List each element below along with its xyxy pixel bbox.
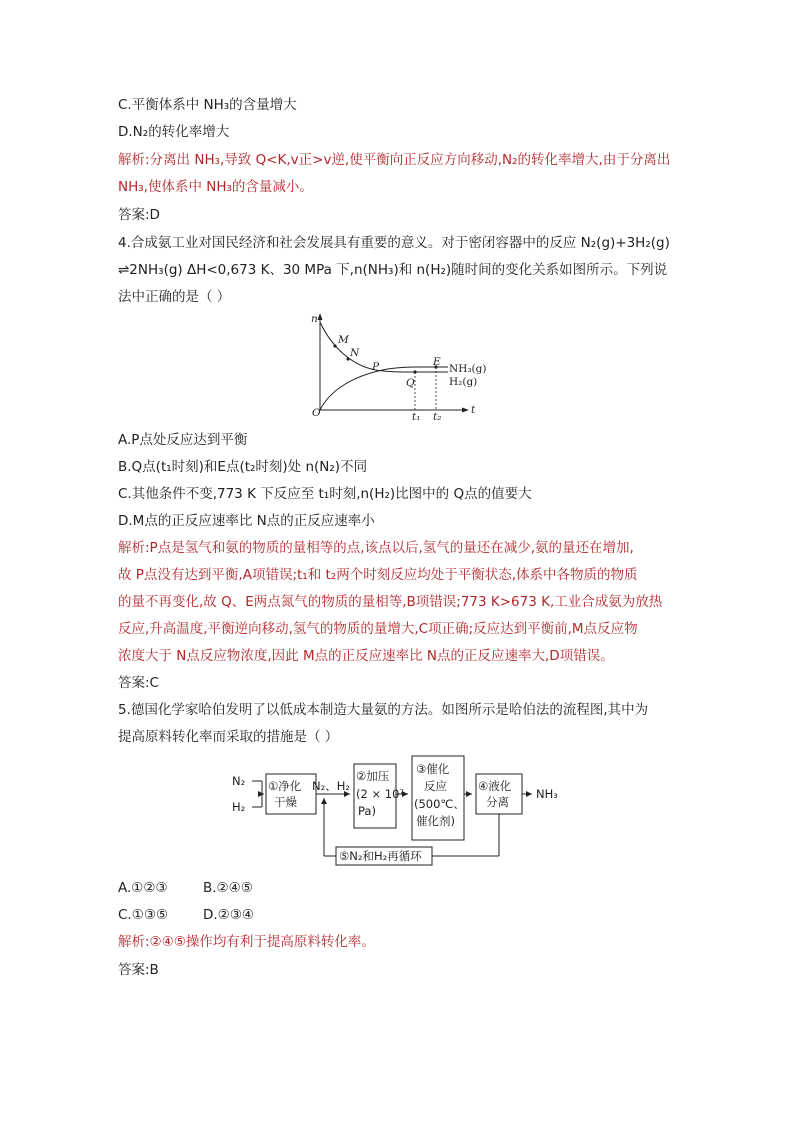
box2-line-2: (2 × 10⁷ <box>356 787 404 801</box>
q4-stem-line-3: 法中正确的是（ ） <box>118 289 231 305</box>
recycle-label: ⑤N₂和H₂再循环 <box>339 849 422 863</box>
q5-stem-line-2: 提高原料转化率而采取的措施是（ ） <box>118 729 339 745</box>
q5-option-b: B.②④⑤ <box>203 880 253 896</box>
q4-option-c: C.其他条件不变,773 K 下反应至 t₁时刻,n(H₂)比图中的 Q点的值要大 <box>118 486 532 502</box>
point-q-label: Q <box>406 377 415 389</box>
nh3-curve <box>320 367 448 410</box>
box3-line-4: 催化剂) <box>416 814 455 828</box>
mid-flow-label: N₂、H₂ <box>312 779 350 793</box>
x-axis-arrow <box>462 408 469 413</box>
q4-stem-line-2: ⇌2NH₃(g) ΔH<0,673 K、30 MPa 下,n(NH₃)和 n(H₂)随时间的变化关系如图所示。下列说 <box>118 262 668 278</box>
q4-option-a: A.P点处反应达到平衡 <box>118 432 248 448</box>
y-axis-arrow <box>318 313 323 320</box>
x-axis-label: t <box>471 404 476 416</box>
q4-stem-line-1: 4.合成氨工业对国民经济和社会发展具有重要的意义。对于密闭容器中的反应 N₂(g)+3H₂(g) <box>118 235 670 251</box>
q4-answer: 答案:C <box>118 675 159 691</box>
q4-analysis-line-4: 反应,升高温度,平衡逆向移动,氢气的物质的量增大,C项正确;反应达到平衡前,M点反应物 <box>118 621 638 637</box>
q5-stem-line-1: 5.德国化学家哈伯发明了以低成本制造大量氨的方法。如图所示是哈伯法的流程图,其中为 <box>118 702 649 718</box>
box3-line-1: ③催化 <box>416 762 450 776</box>
q4-option-b: B.Q点(t₁时刻)和E点(t₂时刻)处 n(N₂)不同 <box>118 459 368 475</box>
n-vs-t-graph <box>308 310 488 422</box>
point-n-label: N <box>350 347 360 359</box>
h2-curve-label: H₂(g) <box>449 376 478 388</box>
q3-answer: 答案:D <box>118 207 160 223</box>
q5-analysis: 解析:②④⑤操作均有利于提高原料转化率。 <box>118 934 375 950</box>
tick-t2: t₂ <box>433 411 442 422</box>
origin-label: O <box>312 407 321 419</box>
q4-analysis-line-5: 浓度大于 N点反应物浓度,因此 M点的正反应速率比 N点的正反应速率大,D项错误。 <box>118 648 614 664</box>
q5-option-a: A.①②③ <box>118 880 168 896</box>
q4-analysis-line-2: 故 P点没有达到平衡,A项错误;t₁和 t₂两个时刻反应均处于平衡状态,体系中各物质的物质 <box>118 567 638 583</box>
point-m-label: M <box>338 334 349 346</box>
box1-line-1: ①净化 <box>268 779 302 793</box>
q3-analysis-line-2: NH₃,使体系中 NH₃的含量减小。 <box>118 179 313 195</box>
box3-line-2: 反应 <box>424 779 447 793</box>
input-h2: H₂ <box>232 800 246 814</box>
box1-line-2: 干燥 <box>274 795 297 809</box>
q5-option-c: C.①③⑤ <box>118 907 169 923</box>
box2-line-3: Pa) <box>358 804 376 818</box>
q4-analysis-line-3: 的量不再变化,故 Q、E两点氮气的物质的量相等,B项错误;773 K>673 K,工业合成氨为放热 <box>118 594 663 610</box>
q3-analysis-line-1: 解析:分离出 NH₃,导致 Q<K,v正>v逆,使平衡向正反应方向移动,N₂的转化率增大,由于分离出 <box>118 152 671 168</box>
q4-analysis-line-1: 解析:P点是氢气和氨的物质的量相等的点,该点以后,氢气的量还在减少,氨的量还在增加, <box>118 540 634 556</box>
nh3-curve-label: NH₃(g) <box>449 363 487 375</box>
tick-t1: t₁ <box>412 411 421 422</box>
h2-curve <box>320 322 448 372</box>
point-e-label: E <box>433 356 441 368</box>
q5-option-d: D.②③④ <box>203 907 254 923</box>
q5-answer: 答案:B <box>118 962 159 978</box>
box2-line-1: ②加压 <box>356 769 390 783</box>
input-n2: N₂ <box>232 774 246 788</box>
point-m-dot <box>333 344 336 347</box>
point-p-label: P <box>372 361 380 373</box>
q3-option-d: D.N₂的转化率增大 <box>118 124 230 140</box>
haber-process-flowchart <box>228 752 588 870</box>
q4-option-d: D.M点的正反应速率比 N点的正反应速率小 <box>118 513 375 529</box>
box4-line-1: ④液化 <box>478 779 512 793</box>
q3-option-c: C.平衡体系中 NH₃的含量增大 <box>118 97 297 113</box>
output-nh3: NH₃ <box>536 787 558 801</box>
y-axis-label: n <box>311 313 318 325</box>
box3-line-3: (500℃、 <box>414 797 465 811</box>
box4-line-2: 分离 <box>486 795 509 809</box>
